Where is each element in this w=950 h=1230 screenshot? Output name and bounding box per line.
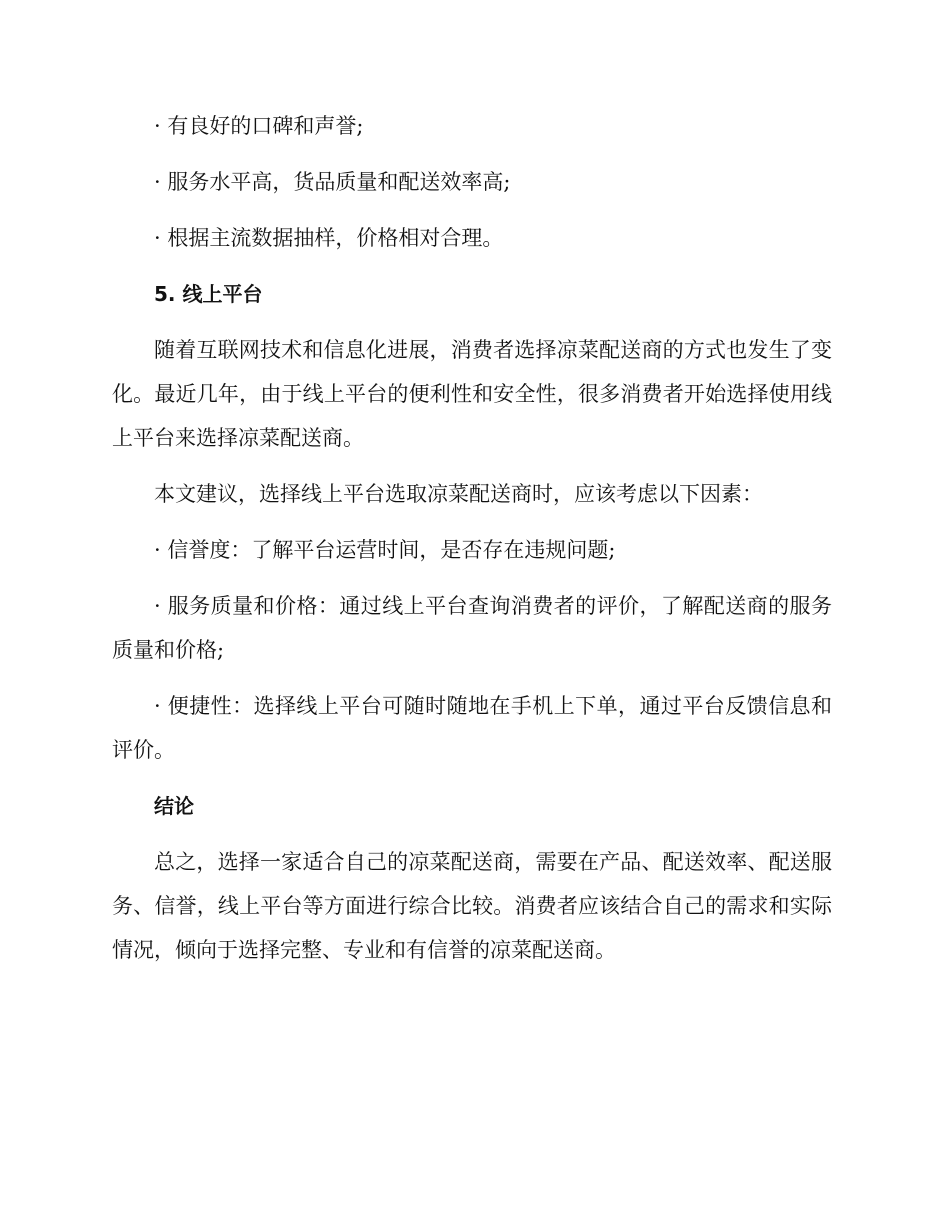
bullet-reputation-good: · 有良好的口碑和声誉; [154, 114, 364, 138]
section-heading-conclusion: 结论 [154, 794, 194, 818]
paragraph-conclusion: 总之，选择一家适合自己的凉菜配送商，需要在产品、配送效率、配送服务、信誉，线上平台等方面进行综合比较。消费者应该结合自己的需求和实际情况，倾向于选择完整、专业和有信誉的凉菜配送商。 [112, 850, 832, 962]
paragraph-online-platform-advice: 本文建议，选择线上平台选取凉菜配送商时，应该考虑以下因素： [154, 482, 763, 506]
paragraph-online-platform-intro: 随着互联网技术和信息化进展，消费者选择凉菜配送商的方式也发生了变化。最近几年，由于线上平台的便利性和安全性，很多消费者开始选择使用线上平台来选择凉菜配送商。 [112, 338, 832, 450]
section-heading-online-platform: 5. 线上平台 [154, 282, 263, 306]
bullet-price-reasonable: · 根据主流数据抽样，价格相对合理。 [154, 226, 504, 250]
bullet-convenience: · 便捷性：选择线上平台可随时随地在手机上下单，通过平台反馈信息和评价。 [112, 694, 832, 762]
bullet-service-quality-price: · 服务质量和价格：通过线上平台查询消费者的评价，了解配送商的服务质量和价格; [112, 594, 832, 662]
bullet-credibility: · 信誉度：了解平台运营时间，是否存在违规问题; [154, 538, 616, 562]
bullet-service-level: · 服务水平高，货品质量和配送效率高; [154, 170, 511, 194]
document-body [112, 104, 832, 984]
